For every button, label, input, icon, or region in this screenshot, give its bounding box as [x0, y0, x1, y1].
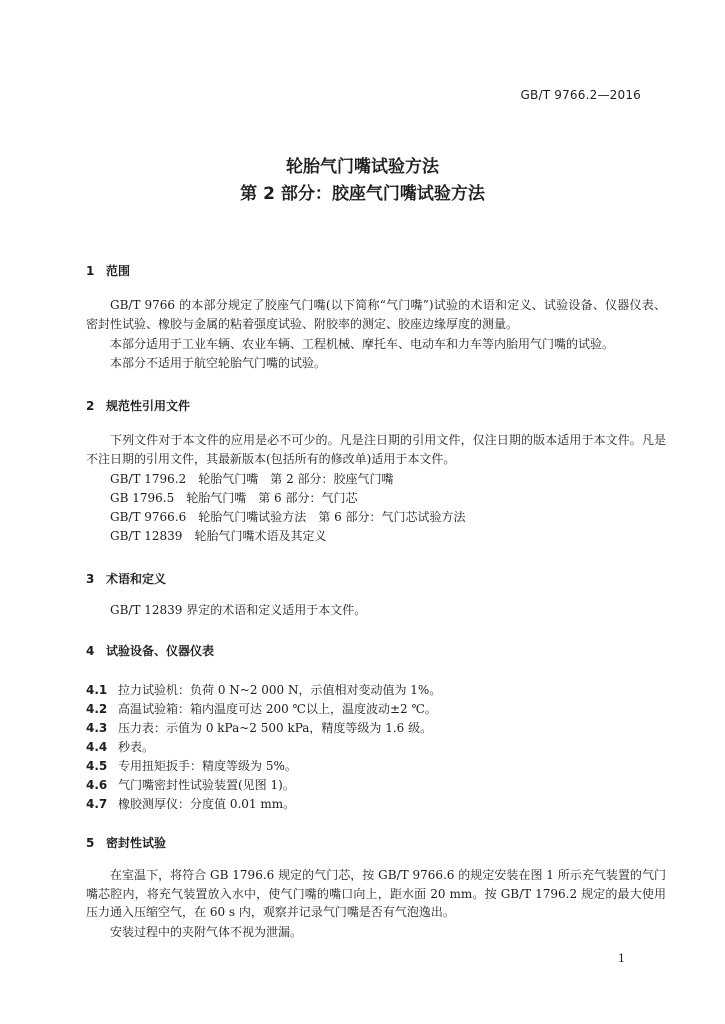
standard-code: GB/T 9766.2—2016 [520, 88, 641, 102]
item-number: 4.1 [86, 683, 108, 697]
reference-item: GB/T 9766.6 轮胎气门嘴试验方法 第 6 部分：气门芯试验方法 [110, 510, 466, 524]
item-text: 压力表：示值为 0 kPa~2 500 kPa，精度等级为 1.6 级。 [118, 721, 433, 735]
item-number: 4.4 [86, 740, 108, 754]
reference-item: GB 1796.5 轮胎气门嘴 第 6 部分：气门芯 [110, 491, 358, 505]
section-3-heading [86, 570, 166, 587]
page-number: 1 [618, 952, 625, 965]
item-text: 秒表。 [118, 740, 155, 754]
document-title-line2: 第 2 部分：胶座气门嘴试验方法 [240, 184, 485, 204]
equipment-item [86, 757, 297, 774]
section-3-paragraph-1: GB/T 12839 界定的术语和定义适用于本文件。 [110, 603, 367, 617]
item-text: 气门嘴密封性试验装置(见图 1)。 [118, 778, 295, 792]
equipment-item [86, 738, 154, 755]
item-number: 4.3 [86, 721, 108, 735]
section-title: 规范性引用文件 [106, 399, 191, 413]
section-1-heading [86, 262, 130, 279]
section-1-paragraph-3: 本部分不适用于航空轮胎气门嘴的试验。 [110, 356, 327, 370]
item-text: 橡胶测厚仪：分度值 0.01 mm。 [118, 797, 296, 811]
item-text: 专用扭矩扳手：精度等级为 5%。 [118, 759, 297, 773]
equipment-item [86, 776, 295, 793]
section-number: 1 [86, 264, 95, 278]
item-text: 高温试验箱：箱内温度可达 200 ℃以上，温度波动±2 ℃。 [118, 702, 437, 716]
item-number: 4.6 [86, 778, 108, 792]
section-5-paragraph-2: 安装过程中的夹附气体不视为泄漏。 [110, 925, 303, 939]
section-4-heading [86, 642, 214, 659]
section-5-heading [86, 834, 166, 851]
section-5-paragraph-1: 在室温下，将符合 GB 1796.6 规定的气门芯，按 GB/T 9766.6 的规定安装在图 1 所示充气装置的气门嘴芯腔内，将充气装置放入水中，使气门嘴的嘴口向上，距水面 20 mm。按 GB/T 1796.2 规定的最大使用压力通入压缩空气，在 60 s 内，观察并记录气门嘴是否有气泡逸出。 [86, 868, 666, 919]
section-2-heading [86, 397, 190, 414]
equipment-item [86, 719, 432, 736]
section-number: 4 [86, 644, 95, 658]
section-title: 范围 [106, 264, 131, 278]
equipment-item [86, 795, 295, 812]
section-1-paragraph-1: GB/T 9766 的本部分规定了胶座气门嘴(以下简称“气门嘴”)试验的术语和定义、试验设备、仪器仪表、密封性试验、橡胶与金属的粘着强度试验、附胶率的测定、胶座边缘厚度的测量。 [86, 298, 666, 331]
section-title: 试验设备、仪器仪表 [106, 644, 215, 658]
section-number: 3 [86, 572, 95, 586]
reference-item: GB/T 12839 轮胎气门嘴术语及其定义 [110, 529, 327, 543]
item-number: 4.5 [86, 759, 108, 773]
section-title: 密封性试验 [106, 836, 167, 850]
reference-item: GB/T 1796.2 轮胎气门嘴 第 2 部分：胶座气门嘴 [110, 472, 394, 486]
equipment-item [86, 700, 437, 717]
item-number: 4.7 [86, 797, 108, 811]
item-number: 4.2 [86, 702, 108, 716]
document-title-line1: 轮胎气门嘴试验方法 [286, 157, 439, 177]
section-1-paragraph-2: 本部分适用于工业车辆、农业车辆、工程机械、摩托车、电动车和力车等内胎用气门嘴的试验。 [110, 337, 615, 351]
equipment-item [86, 681, 441, 698]
section-number: 2 [86, 399, 95, 413]
item-text: 拉力试验机：负荷 0 N~2 000 N，示值相对变动值为 1%。 [118, 683, 442, 697]
section-2-paragraph-1: 下列文件对于本文件的应用是必不可少的。凡是注日期的引用文件，仅注日期的版本适用于本文件。凡是不注日期的引用文件，其最新版本(包括所有的修改单)适用于本文件。 [86, 433, 666, 466]
section-title: 术语和定义 [106, 572, 167, 586]
section-number: 5 [86, 836, 95, 850]
